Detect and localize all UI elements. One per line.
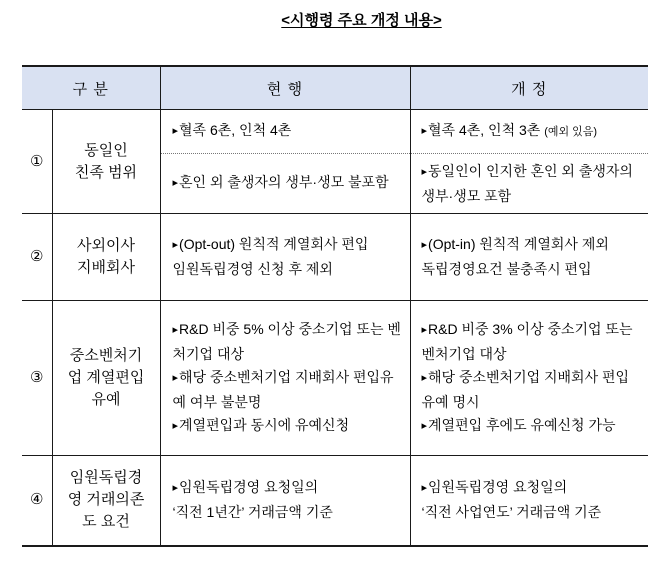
revised-item (422, 414, 641, 439)
item-text: 계열편입 후에도 유예신청 가능 (428, 416, 616, 433)
current-item (173, 318, 402, 366)
revised-item (422, 366, 641, 414)
category-line: 도 요건 (82, 513, 130, 531)
header-revised: 개 정 (410, 66, 648, 110)
revised-cell (410, 301, 648, 456)
category-line: 동일인 (84, 141, 128, 159)
item-text: 혼인 외 출생자의 생부·생모 불포함 (179, 174, 389, 190)
item-text: R&D 비중 3% 이상 중소기업 또는 벤처기업 대상 (421, 320, 633, 362)
revised-item (422, 119, 641, 144)
table-row (22, 456, 648, 546)
row-category (52, 110, 160, 214)
bullet-marker: ▸ (172, 177, 179, 189)
bullet-marker: ▸ (421, 419, 428, 432)
table-row (22, 214, 648, 301)
revised-item (422, 160, 641, 208)
current-cell (160, 456, 410, 546)
bullet-marker: ▸ (421, 239, 428, 251)
revised-item (422, 476, 641, 501)
item-text: 임원독립경영 요청일의 (428, 479, 568, 496)
current-item-continuation: ‘직전 1년간’ 거래금액 기준 (172, 504, 333, 521)
revised-cell (410, 214, 648, 301)
revised-item (422, 233, 641, 258)
revised-cell (410, 110, 648, 154)
current-cell (160, 301, 410, 456)
current-item (173, 366, 402, 414)
category-line: 업 계열편입 (67, 369, 145, 386)
row-number: ③ (22, 301, 52, 456)
current-item (173, 171, 402, 196)
row-category (52, 301, 160, 456)
item-text: 해당 중소벤처기업 지배회사 편입유예 명시 (421, 368, 630, 410)
row-number: ④ (22, 456, 52, 546)
item-text: 임원독립경영 요청일의 (179, 479, 319, 496)
revised-item-continuation: ‘직전 사업연도’ 거래금액 기준 (421, 504, 602, 521)
bullet-marker: ▸ (421, 323, 428, 336)
document-title: <시행령 주요 개정 내용> (281, 12, 442, 29)
category-line: 중소벤처기 (69, 347, 143, 364)
bullet-marker: ▸ (421, 125, 428, 137)
item-text: 동일인이 인지한 혼인 외 출생자의 생부·생모 포함 (421, 162, 633, 204)
current-item (173, 476, 402, 501)
header-category: 구 분 (22, 66, 160, 110)
bullet-marker: ▸ (172, 371, 179, 384)
table-row (22, 301, 648, 456)
table-row (22, 110, 648, 154)
item-text: (Opt-out) 원칙적 계열회사 편입 (179, 236, 369, 252)
current-cell (160, 110, 410, 154)
revised-cell (410, 456, 648, 546)
category-line: 임원독립경 (69, 469, 143, 487)
amendment-table (22, 65, 648, 547)
row-category (52, 456, 160, 546)
row-number: ① (22, 110, 52, 214)
item-text: 혈족 4촌, 인척 3촌 (428, 122, 545, 138)
bullet-marker: ▸ (421, 482, 428, 495)
bullet-marker: ▸ (421, 165, 428, 178)
bullet-marker: ▸ (172, 125, 179, 137)
row-number: ② (22, 214, 52, 301)
category-line: 사외이사 (77, 237, 135, 254)
current-item-continuation: 임원독립경영 신청 후 제외 (172, 261, 333, 277)
row-category (52, 214, 160, 301)
category-line: 유예 (91, 391, 121, 408)
bullet-marker: ▸ (172, 419, 179, 432)
item-text: 계열편입과 동시에 유예신청 (179, 416, 350, 433)
category-line: 영 거래의존 (67, 491, 145, 509)
item-text: R&D 비중 5% 이상 중소기업 또는 벤처기업 대상 (172, 320, 401, 362)
header-row (22, 66, 648, 110)
current-item (173, 414, 402, 439)
bullet-marker: ▸ (172, 323, 179, 336)
category-line: 지배회사 (77, 259, 135, 276)
bullet-marker: ▸ (172, 239, 179, 251)
item-text: 혈족 6촌, 인척 4촌 (179, 122, 292, 138)
current-cell (160, 154, 410, 214)
current-item (173, 233, 402, 258)
revised-item (422, 318, 641, 366)
bullet-marker: ▸ (172, 482, 179, 495)
current-cell (160, 214, 410, 301)
current-item (173, 119, 402, 144)
revised-item-continuation: 독립경영요건 불충족시 편입 (421, 261, 592, 277)
revised-cell (410, 154, 648, 214)
item-note: (예외 있음) (544, 126, 598, 138)
bullet-marker: ▸ (421, 371, 428, 384)
item-text: (Opt-in) 원칙적 계열회사 제외 (428, 236, 609, 252)
category-line: 친족 범위 (74, 163, 138, 181)
item-text: 해당 중소벤처기업 지배회사 편입유예 여부 불분명 (172, 368, 394, 410)
header-current: 현 행 (160, 66, 410, 110)
